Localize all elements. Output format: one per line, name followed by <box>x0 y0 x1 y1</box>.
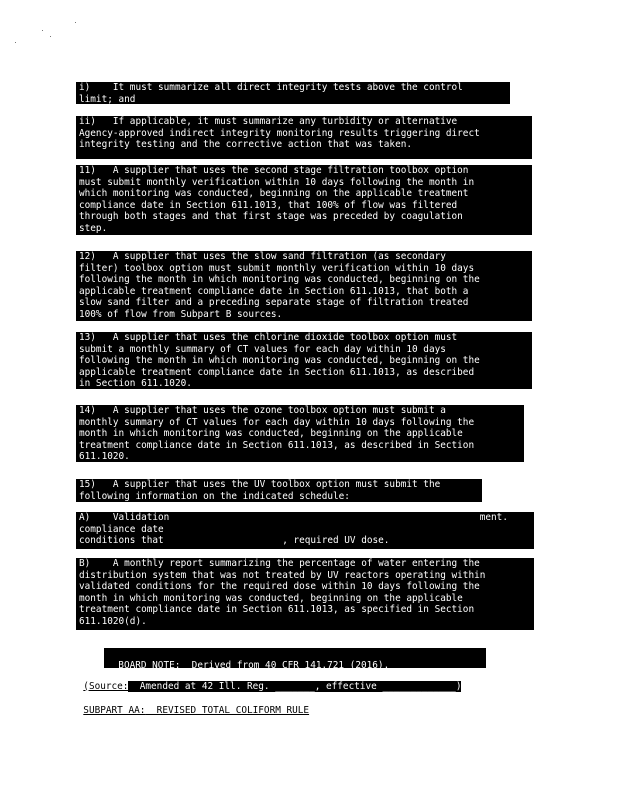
item-i-block <box>76 82 510 104</box>
text-line: i) It must summarize all direct integrity tests above the control <box>79 82 463 93</box>
item-ii-block <box>76 116 532 159</box>
text-line: conditions that , required UV dose. <box>79 535 390 547</box>
text-line: Agency-approved indirect integrity monitoring results triggering direct <box>79 127 480 139</box>
item-11-block <box>76 165 532 235</box>
text-line: following information on the indicated schedule: <box>79 490 350 502</box>
text-line: 100% of flow from Subpart B sources. <box>79 308 283 320</box>
text-line: validated conditions for the required dose within 10 days following the <box>79 581 480 593</box>
speck <box>15 42 16 43</box>
item-B-block <box>76 558 534 630</box>
text-line: ii) If applicable, it must summarize any turbidity or alternative <box>79 116 458 127</box>
text-line: month in which monitoring was conducted, beginning on the applicable <box>79 428 463 440</box>
text-line: month in which monitoring was conducted, beginning on the applicable <box>79 592 463 604</box>
text-line: applicable treatment compliance date in Section 611.1013, as described <box>79 366 475 378</box>
item-15-block <box>76 479 482 502</box>
text-line: which monitoring was conducted, beginning on the applicable treatment <box>79 188 469 200</box>
text-line: 15) A supplier that uses the UV toolbox option must submit the <box>79 479 441 490</box>
subpart-label: SUBPART AA: <box>83 704 146 716</box>
text-line: 611.1020(d). <box>79 615 147 627</box>
text-line: in Section 611.1020. <box>79 378 192 389</box>
text-line: distribution system that was not treated by UV reactors operating within <box>79 569 486 581</box>
text-line: treatment compliance date in Section 611.1013, as described in Section <box>79 439 475 451</box>
board-note-text: BOARD NOTE: Derived from 40 CFR 141.721 (2016). <box>118 659 390 668</box>
text-line: following the month in which monitoring was conducted, beginning on the <box>79 355 480 367</box>
text-line: 12) A supplier that uses the slow sand filtration (as secondary <box>79 251 446 262</box>
item-A-block <box>76 512 534 549</box>
text-line: 13) A supplier that uses the chlorine dioxide toolbox option must <box>79 332 458 343</box>
text-line: B) A monthly report summarizing the percentage of water entering the <box>79 558 480 569</box>
text-line: filter) toolbox option must submit monthly verification within 10 days <box>79 262 475 274</box>
speck <box>75 22 76 23</box>
text-line: treatment compliance date in Section 611.1013, as specified in Section <box>79 604 475 616</box>
text-line: limit; and <box>79 93 136 104</box>
speck <box>50 36 51 37</box>
text-line: 14) A supplier that uses the ozone toolbox option must submit a <box>79 405 446 416</box>
subpart-title: REVISED TOTAL COLIFORM RULE <box>145 704 310 716</box>
item-14-block <box>76 405 524 462</box>
text-line: integrity testing and the corrective action that was taken. <box>79 139 413 151</box>
text-line: must submit monthly verification within 10 days following the month in <box>79 176 475 188</box>
item-13-block <box>76 332 532 389</box>
text-line: A) Validation ment. <box>79 512 508 523</box>
text-line: applicable treatment compliance date in Section 611.1013, that both a <box>79 285 469 297</box>
source-label: (Source: <box>83 680 129 692</box>
text-line: through both stages and that first stage was preceded by coagulation <box>79 211 463 223</box>
text-line: compliance date in Section 611.1013, that 100% of flow was filtered <box>79 199 458 211</box>
text-line: monthly summary of CT values for each day within 10 days following the <box>79 416 475 428</box>
text-line: submit a monthly summary of CT values for each day within 10 days <box>79 343 446 355</box>
source-line <box>72 669 461 692</box>
text-line: following the month in which monitoring was conducted, beginning on the <box>79 274 480 286</box>
text-line: 611.1020. <box>79 451 130 462</box>
text-line: compliance date <box>79 523 164 535</box>
speck <box>42 30 43 31</box>
text-line: 11) A supplier that uses the second stage filtration toolbox option <box>79 165 469 176</box>
source-text: Amended at 42 Ill. Reg. _______, effective _____________) <box>128 680 462 692</box>
board-note <box>104 648 486 668</box>
text-line: slow sand filter and a preceding separate stage of filtration treated <box>79 297 469 309</box>
text-line: step. <box>79 222 108 234</box>
item-12-block <box>76 251 532 321</box>
subpart-heading <box>72 693 309 716</box>
